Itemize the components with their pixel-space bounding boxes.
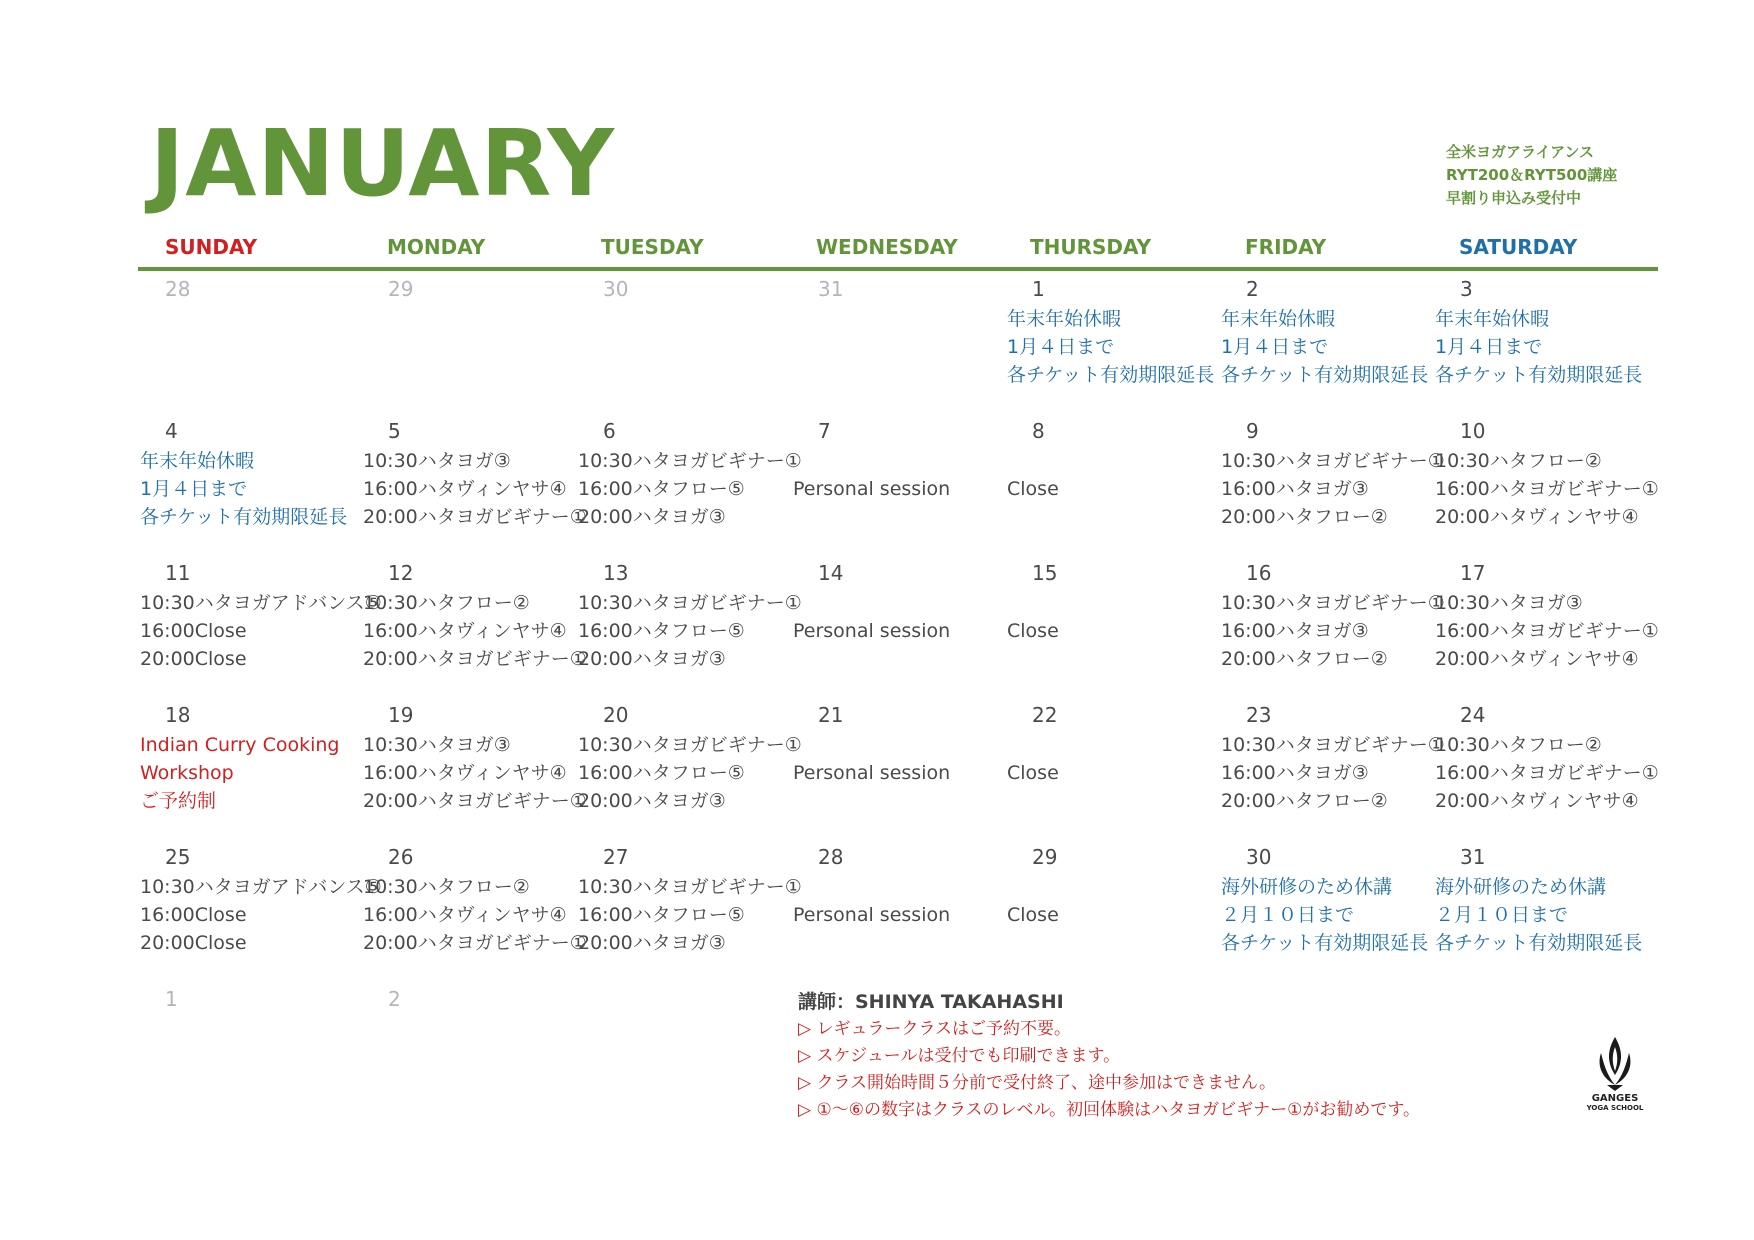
day-schedule bbox=[793, 589, 950, 673]
day-cell bbox=[1435, 561, 1659, 701]
logo-name: GANGES bbox=[1591, 1093, 1639, 1104]
day-cell bbox=[793, 419, 1009, 559]
schedule-line: 16:00ハタヨガ③ bbox=[1221, 620, 1369, 642]
schedule-line: 年末年始休暇 bbox=[1435, 308, 1550, 330]
day-number: 1 bbox=[165, 987, 178, 1011]
schedule-line: 16:00ハタヨガ③ bbox=[1221, 762, 1369, 784]
schedule-line: 16:00ハタヨガビギナー① bbox=[1435, 478, 1659, 500]
day-number: 11 bbox=[165, 561, 191, 585]
schedule-line: 20:00ハタヨガ③ bbox=[578, 932, 726, 954]
schedule-line: Close bbox=[1007, 762, 1059, 784]
day-cell bbox=[578, 703, 802, 843]
day-number: 8 bbox=[1032, 419, 1045, 443]
schedule-line: 1月４日まで bbox=[140, 478, 248, 500]
schedule-line: 各チケット有効期限延長 bbox=[1221, 932, 1429, 954]
schedule-line: 1月４日まで bbox=[1007, 336, 1115, 358]
schedule-line: 各チケット有効期限延長 bbox=[1221, 364, 1429, 386]
schedule-line: 10:30ハタヨガ③ bbox=[363, 734, 511, 756]
schedule-line: Personal session bbox=[793, 478, 951, 500]
day-schedule bbox=[363, 731, 587, 815]
schedule-line bbox=[793, 645, 950, 673]
day-schedule bbox=[793, 731, 950, 815]
day-cell bbox=[1007, 561, 1223, 701]
schedule-line: 16:00ハタフロー⑤ bbox=[578, 762, 745, 784]
day-schedule bbox=[1435, 873, 1642, 957]
schedule-line: Personal session bbox=[793, 904, 951, 926]
day-cell bbox=[1221, 561, 1445, 701]
day-number: 14 bbox=[818, 561, 844, 585]
schedule-line: 20:00ハタヴィンヤサ④ bbox=[1435, 648, 1639, 670]
schedule-line: Personal session bbox=[793, 762, 951, 784]
day-number: 15 bbox=[1032, 561, 1058, 585]
ryt-promo bbox=[1446, 141, 1617, 210]
schedule-line: Close bbox=[1007, 620, 1059, 642]
day-cell bbox=[1007, 845, 1223, 985]
schedule-line: 20:00ハタヨガビギナー① bbox=[363, 506, 587, 528]
schedule-line bbox=[793, 929, 950, 957]
schedule-line: 10:30ハタヨガビギナー① bbox=[578, 592, 802, 614]
day-cell bbox=[140, 703, 356, 843]
day-schedule bbox=[578, 731, 802, 815]
day-cell bbox=[793, 561, 1009, 701]
day-number: 7 bbox=[818, 419, 831, 443]
schedule-line: 20:00ハタヨガ③ bbox=[578, 648, 726, 670]
day-cell bbox=[578, 845, 802, 985]
day-schedule bbox=[1221, 305, 1428, 389]
header-divider bbox=[138, 267, 1658, 271]
day-cell bbox=[363, 561, 587, 701]
schedule-line: 10:30ハタヨガビギナー① bbox=[578, 450, 802, 472]
day-cell bbox=[363, 987, 579, 1127]
day-schedule bbox=[578, 873, 802, 957]
schedule-line bbox=[793, 447, 950, 475]
day-number: 4 bbox=[165, 419, 178, 443]
day-schedule bbox=[1435, 589, 1659, 673]
schedule-line bbox=[1007, 873, 1059, 901]
schedule-line: 各チケット有効期限延長 bbox=[1007, 364, 1215, 386]
schedule-line bbox=[793, 731, 950, 759]
day-cell bbox=[793, 703, 1009, 843]
schedule-line: 16:00ハタヴィンヤサ④ bbox=[363, 478, 567, 500]
day-schedule bbox=[1007, 731, 1059, 815]
schedule-line: 20:00ハタヨガ③ bbox=[578, 506, 726, 528]
schedule-line bbox=[1007, 447, 1059, 475]
schedule-line bbox=[793, 503, 950, 531]
day-cell bbox=[140, 419, 356, 559]
schedule-line: 各チケット有効期限延長 bbox=[1435, 932, 1643, 954]
day-schedule bbox=[1007, 305, 1214, 389]
schedule-line: Close bbox=[1007, 478, 1059, 500]
day-number: 2 bbox=[1246, 277, 1259, 301]
schedule-line: 16:00Close bbox=[140, 620, 247, 642]
day-schedule bbox=[140, 873, 382, 957]
schedule-line: 20:00ハタフロー② bbox=[1221, 648, 1388, 670]
schedule-line: ご予約制 bbox=[140, 790, 217, 812]
day-cell bbox=[1221, 419, 1445, 559]
schedule-line: 10:30ハタヨガビギナー① bbox=[1221, 734, 1445, 756]
promo-line: RYT200＆RYT500講座 bbox=[1446, 166, 1618, 184]
notes-section bbox=[798, 988, 1420, 1124]
schedule-line: 10:30ハタヨガアドバンス⑤ bbox=[140, 592, 382, 614]
schedule-line: 10:30ハタフロー② bbox=[1435, 734, 1602, 756]
schedule-line: 20:00ハタヴィンヤサ④ bbox=[1435, 790, 1639, 812]
weekday-thursday: THURSDAY bbox=[1030, 235, 1152, 259]
day-number: 31 bbox=[1460, 845, 1486, 869]
day-schedule bbox=[1221, 447, 1445, 531]
promo-line: 全米ヨガアライアンス bbox=[1446, 143, 1595, 161]
schedule-line: ２月１０日まで bbox=[1435, 904, 1569, 926]
schedule-line: 20:00ハタフロー② bbox=[1221, 506, 1388, 528]
day-cell bbox=[363, 703, 587, 843]
day-schedule bbox=[578, 589, 802, 673]
schedule-line bbox=[793, 589, 950, 617]
schedule-line bbox=[1007, 787, 1059, 815]
day-number: 22 bbox=[1032, 703, 1058, 727]
day-number: 20 bbox=[603, 703, 629, 727]
schedule-line: 10:30ハタフロー② bbox=[363, 592, 530, 614]
day-number: 5 bbox=[388, 419, 401, 443]
schedule-line: 16:00ハタヴィンヤサ④ bbox=[363, 762, 567, 784]
schedule-line: Indian Curry Cooking bbox=[140, 734, 340, 756]
schedule-line: ２月１０日まで bbox=[1221, 904, 1355, 926]
logo-subtitle: YOGA SCHOOL bbox=[1586, 1104, 1644, 1112]
weekday-tuesday: TUESDAY bbox=[601, 235, 704, 259]
day-number: 28 bbox=[165, 277, 191, 301]
schedule-line bbox=[1007, 929, 1059, 957]
day-number: 16 bbox=[1246, 561, 1272, 585]
day-schedule bbox=[363, 873, 587, 957]
weekday-saturday: SATURDAY bbox=[1459, 235, 1578, 259]
day-cell bbox=[793, 277, 1009, 417]
schedule-line: 20:00ハタヴィンヤサ④ bbox=[1435, 506, 1639, 528]
day-schedule bbox=[1007, 447, 1059, 531]
schedule-line bbox=[793, 787, 950, 815]
day-number: 9 bbox=[1246, 419, 1259, 443]
day-schedule bbox=[1221, 873, 1428, 957]
day-number: 26 bbox=[388, 845, 414, 869]
schedule-line: 16:00ハタヴィンヤサ④ bbox=[363, 620, 567, 642]
day-schedule bbox=[1221, 731, 1445, 815]
day-cell bbox=[578, 419, 802, 559]
schedule-line: 16:00ハタヴィンヤサ④ bbox=[363, 904, 567, 926]
day-number: 6 bbox=[603, 419, 616, 443]
day-number: 10 bbox=[1460, 419, 1486, 443]
day-schedule bbox=[140, 589, 382, 673]
day-number: 1 bbox=[1032, 277, 1045, 301]
weekday-monday: MONDAY bbox=[387, 235, 486, 259]
schedule-line bbox=[1007, 645, 1059, 673]
day-number: 30 bbox=[603, 277, 629, 301]
schedule-line: Workshop bbox=[140, 762, 234, 784]
note-line: ▷ スケジュールは受付でも印刷できます。 bbox=[798, 1046, 1121, 1066]
day-schedule bbox=[793, 873, 950, 957]
day-schedule bbox=[793, 447, 950, 531]
schedule-line: 16:00ハタフロー⑤ bbox=[578, 904, 745, 926]
schedule-line: 20:00ハタヨガビギナー① bbox=[363, 932, 587, 954]
schedule-line: 10:30ハタヨガアドバンス⑤ bbox=[140, 876, 382, 898]
schedule-line: 各チケット有効期限延長 bbox=[1435, 364, 1643, 386]
schedule-line: 年末年始休暇 bbox=[1221, 308, 1336, 330]
day-number: 29 bbox=[388, 277, 414, 301]
day-cell bbox=[363, 419, 587, 559]
day-number: 17 bbox=[1460, 561, 1486, 585]
day-cell bbox=[1007, 703, 1223, 843]
schedule-line: 20:00ハタフロー② bbox=[1221, 790, 1388, 812]
schedule-line: 20:00ハタヨガ③ bbox=[578, 790, 726, 812]
schedule-line: Close bbox=[1007, 904, 1059, 926]
day-number: 28 bbox=[818, 845, 844, 869]
day-schedule bbox=[363, 447, 587, 531]
schedule-line: Personal session bbox=[793, 620, 951, 642]
day-cell bbox=[140, 987, 356, 1127]
day-number: 3 bbox=[1460, 277, 1473, 301]
day-schedule bbox=[140, 731, 340, 815]
schedule-line: 20:00Close bbox=[140, 648, 247, 670]
day-number: 25 bbox=[165, 845, 191, 869]
schedule-line: 16:00ハタフロー⑤ bbox=[578, 478, 745, 500]
day-number: 12 bbox=[388, 561, 414, 585]
day-schedule bbox=[1435, 731, 1659, 815]
schedule-line bbox=[793, 873, 950, 901]
note-line: ▷ ①～⑥の数字はクラスのレベル。初回体験はハタヨガビギナー①がお勧めです。 bbox=[798, 1100, 1420, 1120]
day-number: 29 bbox=[1032, 845, 1058, 869]
ganges-logo bbox=[1580, 1035, 1650, 1113]
day-cell bbox=[1221, 277, 1437, 417]
schedule-line: 20:00ハタヨガビギナー① bbox=[363, 790, 587, 812]
day-schedule bbox=[1435, 305, 1642, 389]
schedule-line: 10:30ハタヨガビギナー① bbox=[1221, 450, 1445, 472]
month-title: JANUARY bbox=[150, 110, 615, 217]
schedule-line: 年末年始休暇 bbox=[1007, 308, 1122, 330]
schedule-line: 16:00ハタフロー⑤ bbox=[578, 620, 745, 642]
day-number: 31 bbox=[818, 277, 844, 301]
day-number: 18 bbox=[165, 703, 191, 727]
promo-line: 早割り申込み受付中 bbox=[1446, 189, 1582, 207]
day-cell bbox=[140, 561, 382, 701]
day-schedule bbox=[363, 589, 587, 673]
day-number: 30 bbox=[1246, 845, 1272, 869]
schedule-line: 1月４日まで bbox=[1221, 336, 1329, 358]
note-line: ▷ レギュラークラスはご予約不要。 bbox=[798, 1019, 1071, 1039]
day-number: 19 bbox=[388, 703, 414, 727]
schedule-line bbox=[1007, 731, 1059, 759]
schedule-line: 年末年始休暇 bbox=[140, 450, 255, 472]
day-number: 21 bbox=[818, 703, 844, 727]
schedule-line: 10:30ハタヨガ③ bbox=[1435, 592, 1583, 614]
day-schedule bbox=[578, 447, 802, 531]
day-cell bbox=[1221, 845, 1437, 985]
schedule-line: 海外研修のため休講 bbox=[1435, 876, 1607, 898]
schedule-line: 20:00Close bbox=[140, 932, 247, 954]
day-cell bbox=[1435, 703, 1659, 843]
day-number: 13 bbox=[603, 561, 629, 585]
day-cell bbox=[1435, 419, 1659, 559]
schedule-line: 10:30ハタヨガビギナー① bbox=[1221, 592, 1445, 614]
schedule-line: 16:00ハタヨガ③ bbox=[1221, 478, 1369, 500]
schedule-line bbox=[1007, 589, 1059, 617]
day-schedule bbox=[1221, 589, 1445, 673]
weekday-sunday: SUNDAY bbox=[165, 235, 258, 259]
day-cell bbox=[1007, 419, 1223, 559]
schedule-line: 各チケット有効期限延長 bbox=[140, 506, 348, 528]
day-cell bbox=[793, 845, 1009, 985]
schedule-line: 16:00ハタヨガビギナー① bbox=[1435, 762, 1659, 784]
schedule-line: 16:00Close bbox=[140, 904, 247, 926]
day-cell bbox=[140, 845, 382, 985]
schedule-line: 10:30ハタヨガビギナー① bbox=[578, 734, 802, 756]
schedule-line bbox=[1007, 503, 1059, 531]
day-cell bbox=[363, 277, 579, 417]
lotus-flame-icon bbox=[1595, 1035, 1635, 1093]
day-schedule bbox=[1007, 873, 1059, 957]
weekday-friday: FRIDAY bbox=[1245, 235, 1327, 259]
day-number: 24 bbox=[1460, 703, 1486, 727]
day-cell bbox=[578, 561, 802, 701]
day-number: 23 bbox=[1246, 703, 1272, 727]
day-number: 27 bbox=[603, 845, 629, 869]
schedule-line: 20:00ハタヨガビギナー① bbox=[363, 648, 587, 670]
day-cell bbox=[1221, 703, 1445, 843]
day-schedule bbox=[1435, 447, 1659, 531]
note-line: ▷ クラス開始時間５分前で受付終了、途中参加はできません。 bbox=[798, 1073, 1276, 1093]
day-cell bbox=[1007, 277, 1223, 417]
day-cell bbox=[1435, 845, 1651, 985]
day-cell bbox=[578, 277, 794, 417]
day-schedule bbox=[1007, 589, 1059, 673]
weekday-wednesday: WEDNESDAY bbox=[816, 235, 958, 259]
schedule-line: 1月４日まで bbox=[1435, 336, 1543, 358]
day-cell bbox=[1435, 277, 1651, 417]
day-schedule bbox=[140, 447, 347, 531]
schedule-line: 10:30ハタヨガ③ bbox=[363, 450, 511, 472]
schedule-line: 10:30ハタヨガビギナー① bbox=[578, 876, 802, 898]
schedule-line: 16:00ハタヨガビギナー① bbox=[1435, 620, 1659, 642]
schedule-line: 10:30ハタフロー② bbox=[363, 876, 530, 898]
day-cell bbox=[363, 845, 587, 985]
day-number: 2 bbox=[388, 987, 401, 1011]
schedule-line: 海外研修のため休講 bbox=[1221, 876, 1393, 898]
teacher-name: 講師：SHINYA TAKAHASHI bbox=[798, 991, 1064, 1013]
day-cell bbox=[140, 277, 356, 417]
schedule-line: 10:30ハタフロー② bbox=[1435, 450, 1602, 472]
